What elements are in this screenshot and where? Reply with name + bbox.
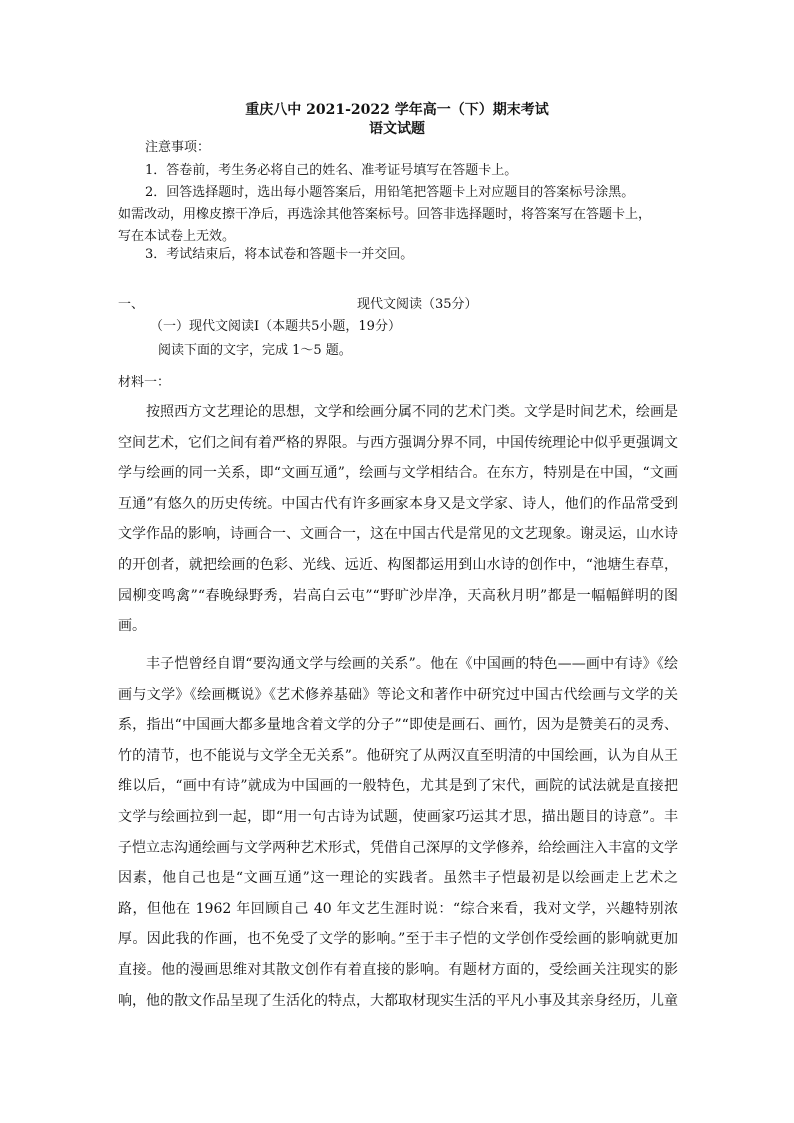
material-label: 材料一： — [118, 375, 171, 390]
notice-heading: 注意事项： — [145, 140, 211, 155]
section-number: 一、 — [118, 297, 145, 312]
notice-item-2: 2．回答选择题时，选出每小题答案后，用铅笔把答题卡上对应题目的答案标号涂黑。 — [145, 185, 635, 200]
notice-item-2-end: 写在本试卷上无效。 — [118, 229, 236, 244]
notice-item-3: 3．考试结束后，将本试卷和答题卡一并交回。 — [145, 247, 414, 262]
notice-item-1: 1．答卷前，考生务必将自己的姓名、准考证号填写在答题卡上。 — [145, 163, 518, 178]
section-title: 现代文阅读（35分） — [357, 297, 478, 312]
exam-title: 重庆八中 2021-2022 学年高一（下）期末考试 — [245, 102, 549, 118]
paragraph-2: 丰子恺曾经自谓“要沟通文学与绘画的关系”。他在《中国画的特色——画中有诗》《绘画与文学》《绘画概说》《艺术修养基础》等论文和著作中研究过中国古代绘画与文学的关系，指出“中国画大都多量地含着文学的分子”“即使是画石、画竹，因为是赞美石的灵秀、竹的清节，也不能说与文学全无关系”。他研究了从两汉直至明清的中国绘画，认为自从王维以后，“画中有诗”就成为中国画的一般特色，尤其是到了宋代，画院的试法就是直接把文学与绘画拉到一起，即“用一句古诗为试题，使画家巧运其才思，描出题目的诗意”。丰子恺立志沟通绘画与文学两种艺术形式，凭借自己深厚的文学修养，给绘画注入丰富的文学因素，他自己也是“文画互通”这一理论的实践者。虽然丰子恺最初是以绘画走上艺术之路，但他在 1962 年回顾自己 40 年文艺生涯时说：“综合来看，我对文学，兴趣特别浓厚。因此我的作画，也不免受了文学的影响。”至于丰子恺的文学创作受绘画的影响就更加直接。他的漫画思维对其散文创作有着直接的影响。有题材方面的，受绘画关注现实的影响，他的散文作品呈现了生活化的特点，大都取材现实生活的平凡小事及其亲身经历，儿童 — [118, 656, 678, 1009]
paragraph-1: 按照西方文艺理论的思想，文学和绘画分属不同的艺术门类。文学是时间艺术，绘画是空间艺术，它们之间有着严格的界限。与西方强调分界不同，中国传统理论中似乎更强调文学与绘画的同一关系，即“文画互通”，绘画与文学相结合。在东方，特别是在中国，“文画互通”有悠久的历史传统。中国古代有许多画家本身又是文学家、诗人，他们的作品常受到文学作品的影响，诗画合一、文画合一，这在中国古代是常见的文艺现象。谢灵运，山水诗的开创者，就把绘画的色彩、光线、远近、构图都运用到山水诗的创作中，“池塘生春草，园柳变鸣禽”“春晚绿野秀，岩高白云屯”“野旷沙岸净，天高秋月明”都是一幅幅鲜明的图画。 — [118, 404, 678, 635]
notice-item-2-cont: 如需改动，用橡皮擦干净后，再选涂其他答案标号。回答非选择题时，将答案写在答题卡上， — [118, 207, 652, 222]
exam-subtitle: 语文试题 — [369, 121, 425, 137]
reading-instruction: 阅读下面的文字，完成 1～5 题。 — [158, 343, 352, 358]
subsection-title: （一）现代文阅读Ⅰ（本题共5小题，19分） — [150, 319, 401, 334]
